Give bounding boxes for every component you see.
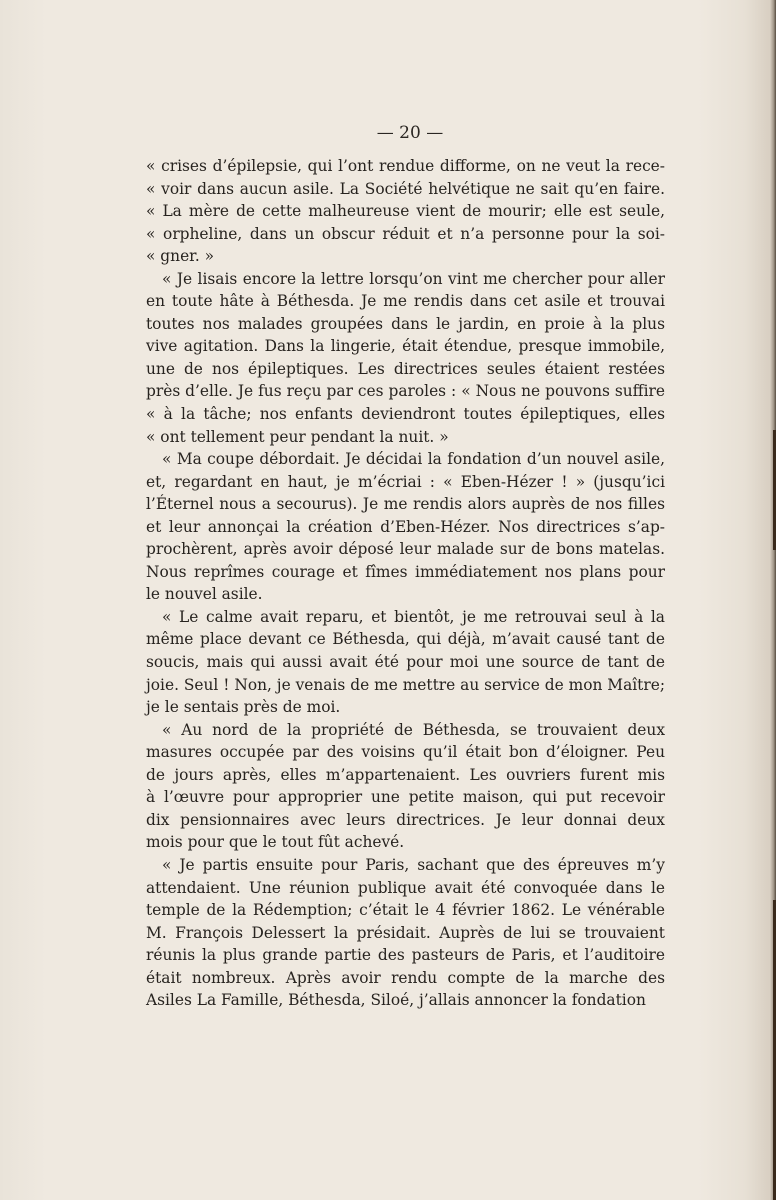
paragraph: [146, 606, 665, 719]
text-line: attendaient. Une réunion publique avait été convoquée dans le: [146, 878, 665, 897]
text-line: mois pour que le tout fût achevé.: [146, 833, 405, 852]
page-number: — 20 —: [376, 123, 444, 143]
text-line: « La mère de cette malheureuse vient de mourir; elle est seule,: [146, 202, 665, 221]
paragraph: [146, 155, 665, 268]
text-line: une de nos épileptiques. Les directrices seules étaient restées: [146, 359, 665, 378]
text-line: le nouvel asile.: [146, 585, 263, 604]
text-line: dix pensionnaires avec leurs directrices. Je leur donnai deux: [146, 810, 665, 829]
text-line: soucis, mais qui aussi avait été pour moi une source de tant de: [146, 653, 665, 672]
text-line: M. François Delessert la présidait. Auprès de lui se trouvaient: [146, 923, 665, 942]
text-line: en toute hâte à Béthesda. Je me rendis dans cet asile et trouvai: [146, 292, 665, 311]
text-line: « ont tellement peur pendant la nuit. »: [146, 427, 449, 446]
body-text: [146, 155, 665, 1012]
text-line: temple de la Rédemption; c’était le 4 février 1862. Le vénérable: [146, 901, 665, 920]
text-line: « Au nord de la propriété de Béthesda, se trouvaient deux: [162, 720, 665, 739]
text-line: Nous reprîmes courage et fîmes immédiatement nos plans pour: [146, 562, 665, 581]
text-line: « à la tâche; nos enfants deviendront toutes épileptiques, elles: [146, 405, 665, 424]
text-line: « gner. »: [146, 247, 215, 266]
text-line: « Ma coupe débordait. Je décidai la fondation d’un nouvel asile,: [162, 450, 665, 469]
text-line: et, regardant en haut, je m’écriai : « Eben-Hézer ! » (jusqu’ici: [146, 472, 665, 491]
text-line: je le sentais près de moi.: [146, 698, 341, 717]
paragraph: [146, 268, 665, 448]
text-line: même place devant ce Béthesda, qui déjà, m’avait causé tant de: [146, 630, 665, 649]
paragraph: [146, 854, 665, 1012]
text-line: était nombreux. Après avoir rendu compte de la marche des: [146, 968, 665, 987]
text-line: « Le calme avait reparu, et bientôt, je me retrouvai seul à la: [162, 607, 665, 626]
text-line: joie. Seul ! Non, je venais de me mettre au service de mon Maître;: [146, 675, 665, 694]
text-line: réunis la plus grande partie des pasteurs de Paris, et l’auditoire: [146, 946, 665, 965]
text-line: à l’œuvre pour approprier une petite maison, qui put recevoir: [146, 788, 665, 807]
paragraph: [146, 448, 665, 606]
text-line: toutes nos malades groupées dans le jardin, en proie à la plus: [146, 314, 665, 333]
text-line: « orpheline, dans un obscur réduit et n’a personne pour la soi-: [146, 224, 665, 243]
text-line: près d’elle. Je fus reçu par ces paroles : « Nous ne pouvons suffire: [146, 382, 665, 401]
text-line: et leur annonçai la création d’Eben-Hézer. Nos directrices s’ap-: [146, 517, 665, 536]
text-line: « Je lisais encore la lettre lorsqu’on vint me chercher pour aller: [162, 269, 665, 288]
paragraph: [146, 719, 665, 854]
text-line: vive agitation. Dans la lingerie, était étendue, presque immobile,: [146, 337, 665, 356]
text-line: « voir dans aucun asile. La Société helvétique ne sait qu’en faire.: [146, 179, 665, 198]
text-line: l’Éternel nous a secourus). Je me rendis alors auprès de nos filles: [146, 495, 665, 514]
text-line: « Je partis ensuite pour Paris, sachant que des épreuves m’y: [162, 855, 665, 874]
text-line: masures occupée par des voisins qu’il était bon d’éloigner. Peu: [146, 743, 665, 762]
text-line: Asiles La Famille, Béthesda, Siloé, j’allais annoncer la fondation: [146, 991, 646, 1010]
text-line: « crises d’épilepsie, qui l’ont rendue difforme, on ne veut la rece-: [146, 157, 665, 175]
text-line: prochèrent, après avoir déposé leur malade sur de bons matelas.: [146, 540, 665, 559]
text-line: de jours après, elles m’appartenaient. Les ouvriers furent mis: [146, 765, 665, 784]
